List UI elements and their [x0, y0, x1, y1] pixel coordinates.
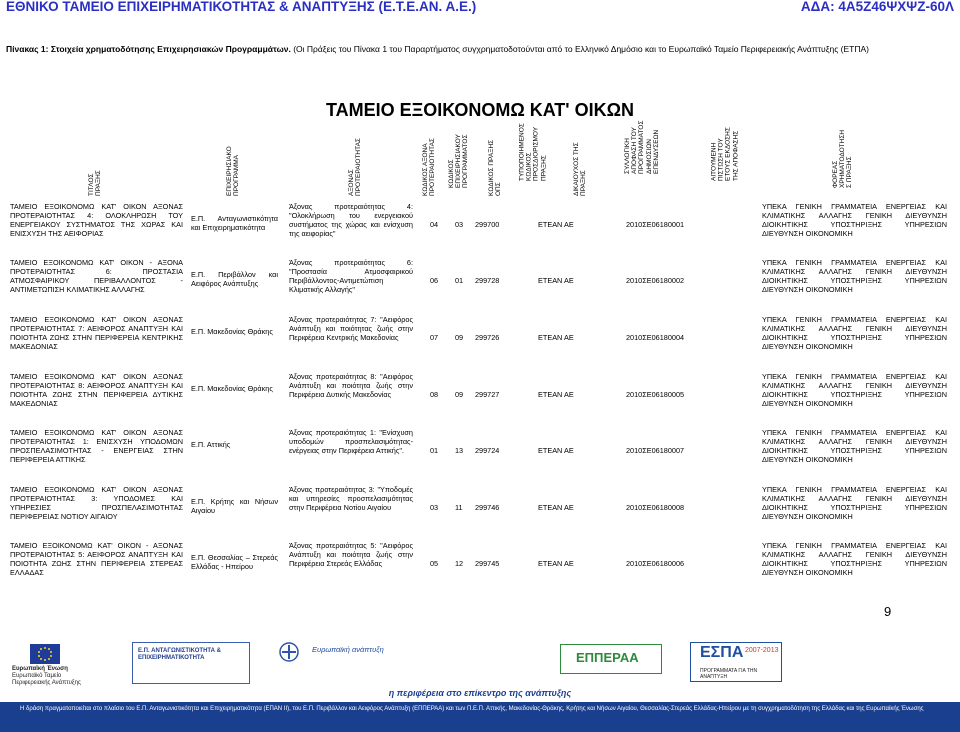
row-axis: Άξονας προτεραιότητας 8: "Αειφόρος Ανάπτυξη και ποιότητα ζωής στην Περιφέρεια Δυτικής Μακεδονίας	[289, 372, 413, 399]
issuer-name: ΕΘΝΙΚΟ ΤΑΜΕΙΟ ΕΠΙΧΕΙΡΗΜΑΤΙΚΟΤΗΤΑΣ & ΑΝΑΠΤΥΞΗΣ (Ε.Τ.Ε.ΑΝ. Α.Ε.)	[6, 0, 477, 14]
document-header	[0, 0, 960, 16]
row-op: Ε.Π. Κρήτης και Νήσων Αιγαίου	[191, 497, 278, 515]
row-title: ΤΑΜΕΙΟ ΕΞΟΙΚΟΝΟΜΩ ΚΑΤ' ΟΙΚΟΝ ΑΞΟΝΑΣ ΠΡΟΤΕΡΑΙΟΤΗΤΑΣ 4: ΟΛΟΚΛΗΡΩΣΗ ΤΟΥ ΕΝΕΡΓΕΙΑΚΟΥ ΣΥΣΤΗΜΑΤΟΣ ΤΗΣ ΧΩΡΑΣ ΚΑΙ ΕΝΙΣΧΥΣΗ ΤΗΣ ΑΕΙΦΟΡΙΑΣ	[10, 202, 183, 238]
row-funder: ΥΠΕΚΑ ΓΕΝΙΚΗ ΓΡΑΜΜΑΤΕΙΑ ΕΝΕΡΓΕΙΑΣ ΚΑΙ ΚΛΙΜΑΤΙΚΗΣ ΑΛΛΑΓΗΣ ΓΕΝΙΚΗ ΔΙΕΥΘΥΝΣΗ ΔΙΟΙΚΗΤΙΚΗΣ ΥΠΟΣΤΗΡΙΞΗΣ ΥΠΗΡΕΣΙΩΝ ΔΙΕΥΘΥΝΣΗ ΟΙΚΟΝΟΜΙΚΗ	[762, 541, 947, 577]
row-beneficiary: ΕΤΕΑΝ ΑΕ	[538, 559, 574, 568]
row-op-code: 01	[455, 276, 464, 285]
row-op: Ε.Π. Ανταγωνιστικότητα και Επιχειρηματικότητα	[191, 214, 278, 232]
row-axis-code: 01	[430, 446, 439, 455]
row-beneficiary: ΕΤΕΑΝ ΑΕ	[538, 446, 574, 455]
row-axis: Άξονας προτεραιότητας 5: "Αειφόρος Ανάπτυξη και ποιότητα ζωής στην Περιφέρεια Στερεάς Ελλάδας	[289, 541, 413, 568]
eppera-label: ΕΠΠΕΡΑΑ	[576, 650, 639, 665]
row-decision: 2010ΣΕ06180001	[626, 220, 685, 229]
espa-label: ΕΣΠΑ	[700, 644, 744, 661]
row-title: ΤΑΜΕΙΟ ΕΞΟΙΚΟΝΟΜΩ ΚΑΤ' ΟΙΚΟΝ ΑΞΟΝΑΣ ΠΡΟΤΕΡΑΙΟΤΗΤΑΣ 8: ΑΕΙΦΟΡΟΣ ΑΝΑΠΤΥΞΗ ΚΑΙ ΠΟΙΟΤΗΤΑ ΖΩΗΣ ΣΤΗΝ ΠΕΡΙΦΕΡΕΙΑ ΔΥΤΙΚΗΣ ΜΑΚΕΔΟΝΙΑΣ	[10, 372, 183, 408]
row-decision: 2010ΣΕ06180008	[626, 503, 685, 512]
row-op: Ε.Π. Περιβάλλον και Αειφόρος Ανάπτυξης	[191, 270, 278, 288]
row-title: ΤΑΜΕΙΟ ΕΞΟΙΚΟΝΟΜΩ ΚΑΤ' ΟΙΚΟΝ - ΑΞΟΝΑ ΠΡΟΤΕΡΑΙΟΤΗΤΑΣ 6: ΠΡΟΣΤΑΣΙΑ ΑΤΜΟΣΦΑΙΡΙΚΟΥ ΠΕΡΙΒΑΛΛΟΝΤΟΣ - ΑΝΤΙΜΕΤΩΠΙΣΗ ΚΛΙΜΑΤΙΚΗΣ ΑΛΛΑΓΗΣ	[10, 258, 183, 294]
row-funder: ΥΠΕΚΑ ΓΕΝΙΚΗ ΓΡΑΜΜΑΤΕΙΑ ΕΝΕΡΓΕΙΑΣ ΚΑΙ ΚΛΙΜΑΤΙΚΗΣ ΑΛΛΑΓΗΣ ΓΕΝΙΚΗ ΔΙΕΥΘΥΝΣΗ ΔΙΟΙΚΗΤΙΚΗΣ ΥΠΟΣΤΗΡΙΞΗΣ ΥΠΗΡΕΣΙΩΝ ΔΙΕΥΘΥΝΣΗ ΟΙΚΟΝΟΜΙΚΗ	[762, 258, 947, 294]
col-header-beneficiary: ΔΙΚΑΙΟΥΧΟΣ ΤΗΣ ΠΡΑΞΗΣ	[572, 142, 587, 196]
slogan: η περιφέρεια στο επίκεντρο της ανάπτυξης	[388, 688, 572, 698]
row-title: ΤΑΜΕΙΟ ΕΞΟΙΚΟΝΟΜΩ ΚΑΤ' ΟΙΚΟΝ ΑΞΟΝΑΣ ΠΡΟΤΕΡΑΙΟΤΗΤΑΣ 1: ΕΝΙΣΧΥΣΗ ΥΠΟΔΟΜΩΝ ΠΡΟΣΠΕΛΑΣΙΜΟΤΗΤΑΣ - ΕΝΕΡΓΕΙΑΣ ΣΤΗΝ ΠΕΡΙΦΕΡΕΙΑ ΑΤΤΙΚΗΣ	[10, 428, 183, 464]
row-beneficiary: ΕΤΕΑΝ ΑΕ	[538, 220, 574, 229]
fund-title: ΤΑΜΕΙΟ ΕΞΟΙΚΟΝΟΜΩ ΚΑΤ' ΟΙΚΩΝ	[325, 100, 635, 120]
caption-text: (Οι Πράξεις του Πίνακα 1 του Παραρτήματος συγχρηματοδοτούνται από το Ελληνικό Δημόσιο και το Ευρωπαϊκό Ταμείο Περιφερειακής Ανάπτυξης (ΕΤΠΑ)	[293, 44, 870, 54]
row-title: ΤΑΜΕΙΟ ΕΞΟΙΚΟΝΟΜΩ ΚΑΤ' ΟΙΚΟΝ ΑΞΟΝΑΣ ΠΡΟΤΕΡΑΙΟΤΗΤΑΣ 3: ΥΠΟΔΟΜΕΣ ΚΑΙ ΥΠΗΡΕΣΙΕΣ ΠΡΟΣΠΕΛΑΣΙΜΟΤΗΤΑΣ ΠΕΡΙΦΕΡΕΙΑΣ ΝΟΤΙΟΥ ΑΙΓΑΙΟΥ	[10, 485, 183, 521]
slogan-top: Ευρωπαϊκή ανάπτυξη	[312, 645, 384, 654]
row-op-code: 09	[455, 333, 464, 342]
row-decision: 2010ΣΕ06180002	[626, 276, 685, 285]
eu-label: Ευρωπαϊκή Ένωση	[12, 666, 68, 672]
row-ops-code: 299724	[475, 446, 500, 455]
row-axis: Άξονας προτεραιότητας 1: "Ενίσχυση υποδομών προσπελασιμότητας-ενέργειας στην Περιφέρεια Αττικής".	[289, 428, 413, 455]
fine-print: Η δράση πραγματοποιείται στο πλαίσιο του Ε.Π. Ανταγωνιστικότητα και Επιχειρηματικότητα (ΕΠΑΝ ΙΙ), του Ε.Π. Περιβάλλον και Αειφόρος Ανάπτυξη (ΕΠΠΕΡΑΑ) και των Π.Ε.Π. Αττικής, Μακεδονίας-Θράκης, Κρήτης και Νήσων Αιγαίου, Θεσσαλίας-Στερεάς Ελλάδας-Ηπείρου με τη συγχρηματοδότηση της Ελλάδας και της Ευρωπαϊκής Ένωσης	[20, 706, 924, 712]
row-ops-code: 299746	[475, 503, 500, 512]
row-op-code: 12	[455, 559, 464, 568]
eu-flag-icon	[30, 644, 60, 664]
col-header-axis-code: ΚΩΔΙΚΟΣ ΑΞΟΝΑ ΠΡΟΤΕΡΑΙΟΤΗΤΑΣ	[421, 137, 436, 196]
col-header-ops-code: ΚΩΔΙΚΟΣ ΠΡΑΞΗΣ ΟΠΣ	[487, 139, 502, 196]
col-header-credit: ΑΙΤΟΥΜΕΝΗ ΠΙΣΤΩΣΗ ΤΟΥ ΕΤΟΥΣ ΕΚΔΟΣΗΣ ΤΗΣ ΑΠΟΦΑΣΗΣ	[710, 127, 740, 182]
row-axis: Άξονας προτεραιότητας 4: "Ολοκλήρωση του ενεργειακού συστήματος της χώρας και ενίσχυση της αειφορίας"	[289, 202, 413, 238]
row-op-code: 09	[455, 390, 464, 399]
row-op: Ε.Π. Μακεδονίας Θράκης	[191, 384, 273, 393]
row-ops-code: 299726	[475, 333, 500, 342]
eu-sub: Ευρωπαϊκό Ταμείο Περιφερειακής Ανάπτυξης	[12, 673, 81, 686]
row-beneficiary: ΕΤΕΑΝ ΑΕ	[538, 276, 574, 285]
row-funder: ΥΠΕΚΑ ΓΕΝΙΚΗ ΓΡΑΜΜΑΤΕΙΑ ΕΝΕΡΓΕΙΑΣ ΚΑΙ ΚΛΙΜΑΤΙΚΗΣ ΑΛΛΑΓΗΣ ΓΕΝΙΚΗ ΔΙΕΥΘΥΝΣΗ ΔΙΟΙΚΗΤΙΚΗΣ ΥΠΟΣΤΗΡΙΞΗΣ ΥΠΗΡΕΣΙΩΝ ΔΙΕΥΘΥΝΣΗ ΟΙΚΟΝΟΜΙΚΗ	[762, 315, 947, 351]
row-ops-code: 299745	[475, 559, 500, 568]
row-funder: ΥΠΕΚΑ ΓΕΝΙΚΗ ΓΡΑΜΜΑΤΕΙΑ ΕΝΕΡΓΕΙΑΣ ΚΑΙ ΚΛΙΜΑΤΙΚΗΣ ΑΛΛΑΓΗΣ ΓΕΝΙΚΗ ΔΙΕΥΘΥΝΣΗ ΔΙΟΙΚΗΤΙΚΗΣ ΥΠΟΣΤΗΡΙΞΗΣ ΥΠΗΡΕΣΙΩΝ ΔΙΕΥΘΥΝΣΗ ΟΙΚΟΝΟΜΙΚΗ	[762, 372, 947, 408]
col-header-axis: ΑΞΟΝΑΣ ΠΡΟΤΕΡΑΙΟΤΗΤΑΣ	[347, 137, 362, 196]
row-axis-code: 03	[430, 503, 439, 512]
col-header-typical-code: ΤΥΠΟΠΟΙΗΜΕΝΟΣ ΚΩΔΙΚΟΣ ΠΡΟΣΔΙΟΡΙΣΜΟΥ ΠΡΑΞΗΣ	[518, 123, 548, 182]
row-axis-code: 04	[430, 220, 439, 229]
row-funder: ΥΠΕΚΑ ΓΕΝΙΚΗ ΓΡΑΜΜΑΤΕΙΑ ΕΝΕΡΓΕΙΑΣ ΚΑΙ ΚΛΙΜΑΤΙΚΗΣ ΑΛΛΑΓΗΣ ΓΕΝΙΚΗ ΔΙΕΥΘΥΝΣΗ ΔΙΟΙΚΗΤΙΚΗΣ ΥΠΟΣΤΗΡΙΞΗΣ ΥΠΗΡΕΣΙΩΝ ΔΙΕΥΘΥΝΣΗ ΟΙΚΟΝΟΜΙΚΗ	[762, 202, 947, 238]
ada-code: ΑΔΑ: 4Α5Ζ46ΨΧΨΖ-60Λ	[800, 0, 954, 14]
row-funder: ΥΠΕΚΑ ΓΕΝΙΚΗ ΓΡΑΜΜΑΤΕΙΑ ΕΝΕΡΓΕΙΑΣ ΚΑΙ ΚΛΙΜΑΤΙΚΗΣ ΑΛΛΑΓΗΣ ΓΕΝΙΚΗ ΔΙΕΥΘΥΝΣΗ ΔΙΟΙΚΗΤΙΚΗΣ ΥΠΟΣΤΗΡΙΞΗΣ ΥΠΗΡΕΣΙΩΝ ΔΙΕΥΘΥΝΣΗ ΟΙΚΟΝΟΜΙΚΗ	[762, 428, 947, 464]
row-axis-code: 08	[430, 390, 439, 399]
espa-sub: ΠΡΟΓΡΑΜΜΑΤΑ ΓΙΑ ΤΗΝ ΑΝΑΠΤΥΞΗ	[700, 668, 758, 680]
row-op-code: 11	[455, 503, 463, 512]
col-header-decision: ΣΥΛΛΟΓΙΚΗ ΑΠΟΦΑΣΗ ΤΟΥ ΠΡΟΓΡΑΜΜΑΤΟΣ ΔΗΜΟΣΙΩΝ ΕΠΕΝΔΥΣΕΩΝ	[623, 120, 660, 174]
row-beneficiary: ΕΤΕΑΝ ΑΕ	[538, 333, 574, 342]
row-axis-code: 07	[430, 333, 439, 342]
col-header-op: ΕΠΙΧΕΙΡΗΣΙΑΚΟ ΠΡΟΓΡΑΜΜΑ	[225, 145, 240, 196]
row-decision: 2010ΣΕ06180007	[626, 446, 685, 455]
col-header-funder: ΦΟΡΕΑΣ ΧΡΗΜΑΤΟΔΟΤΗΣΗ Σ ΠΡΑΞΗΣ	[832, 130, 854, 189]
row-axis: Άξονας προτεραιότητας 7: "Αειφόρος Ανάπτυξη και ποιότητας ζωής στην Περιφέρεια Κεντρικής Μακεδονίας	[289, 315, 413, 342]
row-op: Ε.Π. Θεσσαλίας – Στερεάς Ελλάδας - Ηπείρου	[191, 553, 278, 571]
row-op-code: 13	[455, 446, 464, 455]
col-header-title: ΤΙΤΛΟΣ ΠΡΑΞΗΣ	[87, 169, 102, 196]
row-op-code: 03	[455, 220, 464, 229]
caption-title: Πίνακας 1: Στοιχεία χρηματοδότησης Επιχειρησιακών Προγραμμάτων.	[6, 44, 291, 54]
row-op: Ε.Π. Μακεδονίας Θράκης	[191, 327, 273, 336]
row-axis-code: 05	[430, 559, 439, 568]
col-header-op-code: ΚΩΔΙΚΟΣ ΕΠΙΧΕΙΡΗΣΙΑΚΟΥ ΠΡΟΓΡΑΜΜΑΤΟΣ	[448, 134, 470, 189]
row-decision: 2010ΣΕ06180004	[626, 333, 685, 342]
row-beneficiary: ΕΤΕΑΝ ΑΕ	[538, 503, 574, 512]
row-axis-code: 06	[430, 276, 439, 285]
row-beneficiary: ΕΤΕΑΝ ΑΕ	[538, 390, 574, 399]
ops-label: Ε.Π. ΑΝΤΑΓΩΝΙΣΤΙΚΟΤΗΤΑ & ΕΠΙΧΕΙΡΗΜΑΤΙΚΟΤΗΤΑ	[138, 648, 221, 661]
row-axis: Άξονας προτεραιότητας 3: "Υποδομές και υπηρεσίες προσπελασιμότητας στην Περιφέρεια Νοτίου Αιγαίου	[289, 485, 413, 512]
row-title: ΤΑΜΕΙΟ ΕΞΟΙΚΟΝΟΜΩ ΚΑΤ' ΟΙΚΟΝ ΑΞΟΝΑΣ ΠΡΟΤΕΡΑΙΟΤΗΤΑΣ 7: ΑΕΙΦΟΡΟΣ ΑΝΑΠΤΥΞΗ ΚΑΙ ΠΟΙΟΤΗΤΑ ΖΩΗΣ ΣΤΗΝ ΠΕΡΙΦΕΡΕΙΑ ΚΕΝΤΡΙΚΗΣ ΜΑΚΕΔΟΝΙΑΣ	[10, 315, 183, 351]
row-title: ΤΑΜΕΙΟ ΕΞΟΙΚΟΝΟΜΩ ΚΑΤ' ΟΙΚΟΝ - ΑΞΟΝΑΣ ΠΡΟΤΕΡΑΙΟΤΗΤΑΣ 5: ΑΕΙΦΟΡΟΣ ΑΝΑΠΤΥΞΗ ΚΑΙ ΠΟΙΟΤΗΤΑ ΖΩΗΣ ΣΤΗΝ ΠΕΡΙΦΕΡΕΙΑ ΣΤΕΡΕΑΣ ΕΛΛΑΔΑΣ	[10, 541, 183, 577]
espa-years: 2007-2013	[745, 647, 779, 654]
row-ops-code: 299700	[475, 220, 500, 229]
row-op: Ε.Π. Αττικής	[191, 440, 231, 449]
row-funder: ΥΠΕΚΑ ΓΕΝΙΚΗ ΓΡΑΜΜΑΤΕΙΑ ΕΝΕΡΓΕΙΑΣ ΚΑΙ ΚΛΙΜΑΤΙΚΗΣ ΑΛΛΑΓΗΣ ΓΕΝΙΚΗ ΔΙΕΥΘΥΝΣΗ ΔΙΟΙΚΗΤΙΚΗΣ ΥΠΟΣΤΗΡΙΞΗΣ ΥΠΗΡΕΣΙΩΝ ΔΙΕΥΘΥΝΣΗ ΟΙΚΟΝΟΜΙΚΗ	[762, 485, 947, 521]
row-decision: 2010ΣΕ06180005	[626, 390, 685, 399]
row-decision: 2010ΣΕ06180006	[626, 559, 685, 568]
page-number: 9	[884, 604, 892, 619]
row-ops-code: 299727	[475, 390, 500, 399]
footer	[0, 640, 960, 732]
greek-emblem-icon	[276, 642, 302, 662]
row-ops-code: 299728	[475, 276, 500, 285]
row-axis: Άξονας προτεραιότητας 6: "Προστασία Ατμοσφαιρικού Περιβάλλοντος-Αντιμετώπιση Κλιματικής Αλλαγής"	[289, 258, 413, 294]
table-caption	[6, 42, 954, 56]
